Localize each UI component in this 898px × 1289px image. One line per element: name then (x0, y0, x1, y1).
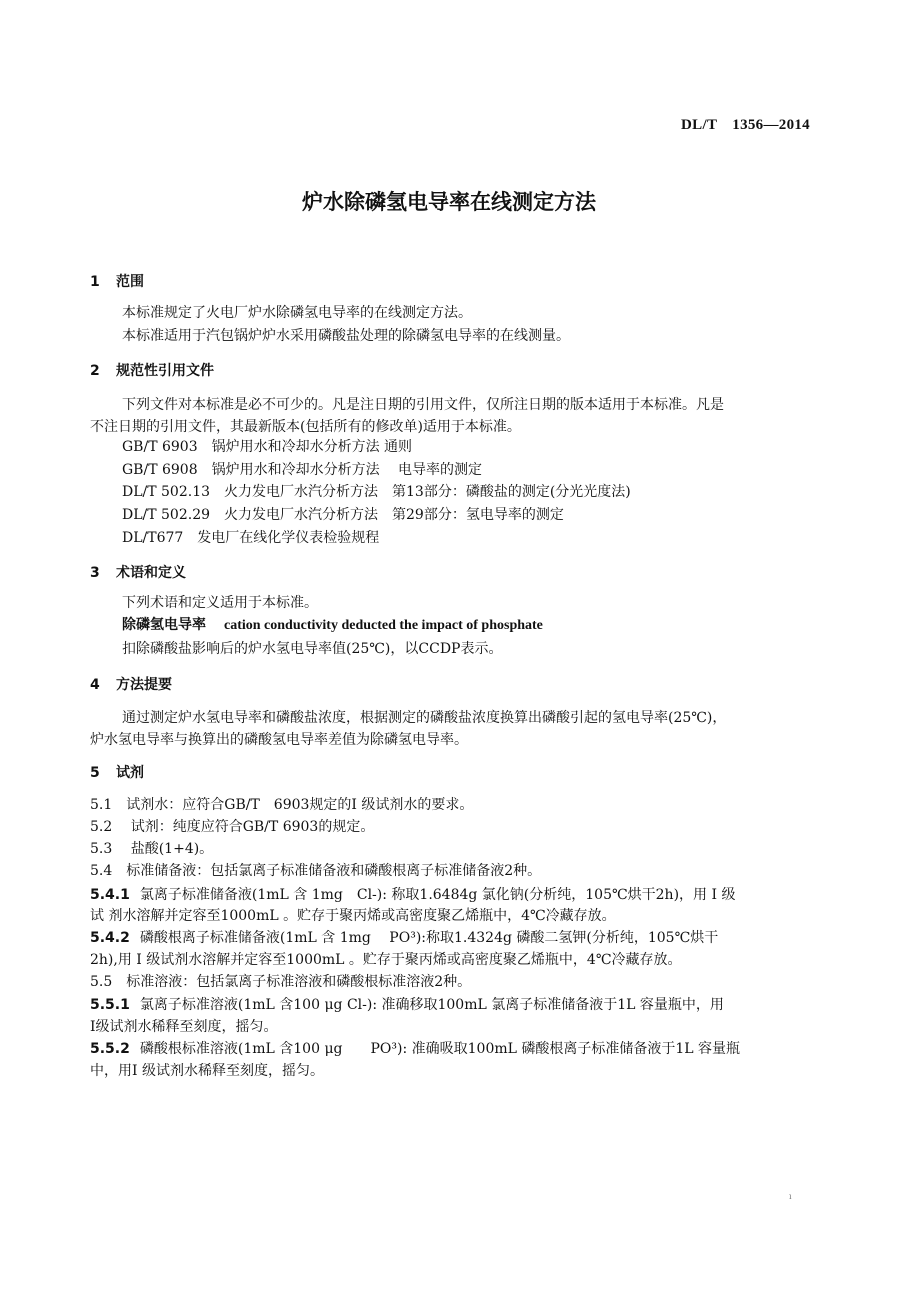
paragraph: 本标准适用于汽包锅炉炉水采用磷酸盐处理的除磷氢电导率的在线测量。 (122, 328, 570, 344)
clause-5-4-1 (90, 884, 814, 906)
clause-5-4-2-continued: 2h),用 Ⅰ 级试剂水溶解并定容至1000mL 。贮存于聚丙烯或高密度聚乙烯瓶中，4℃冷藏存放。 (90, 952, 682, 968)
document-title: 炉水除磷氢电导率在线测定方法 (302, 190, 596, 214)
clause-text: 磷酸根标准溶液(1mL 含100 μg PO³): 准确吸取100mL 磷酸根离子标准储备液于1L 容量瓶 (139, 1041, 741, 1057)
clause-5-2: 5.2 试剂：纯度应符合GB/T 6903的规定。 (90, 819, 375, 835)
section-number: 3 (90, 565, 100, 581)
term-definition: 扣除磷酸盐影响后的炉水氢电导率值(25℃)，以CCDP表示。 (122, 641, 503, 657)
paragraph: 下列文件对本标准是必不可少的。凡是注日期的引用文件，仅所注日期的版本适用于本标准。凡是 (122, 397, 724, 413)
clause-5-4-2 (90, 927, 814, 949)
section-5-heading (90, 762, 814, 784)
section-title: 试剂 (116, 765, 144, 781)
clause-5-3: 5.3 盐酸(1+4)。 (90, 841, 214, 857)
section-number: 5 (90, 765, 100, 781)
section-title: 规范性引用文件 (116, 363, 214, 379)
standard-code: DL/T 1356—2014 (681, 117, 810, 133)
term-chinese: 除磷氢电导率 (122, 617, 206, 633)
term-line (122, 614, 812, 637)
clause-5-4-1-continued: 试 剂水溶解并定容至1000mL 。贮存于聚丙烯或高密度聚乙烯瓶中，4℃冷藏存放。 (90, 908, 616, 924)
section-4-heading (90, 674, 814, 696)
page-mark: ı (789, 1192, 792, 1201)
section-3-heading (90, 562, 814, 584)
clause-5-4: 5.4 标准储备液：包括氯离子标准储备液和磷酸根离子标准储备液2种。 (90, 863, 542, 879)
clause-5-5-2-continued: 中，用Ⅰ 级试剂水稀释至刻度，摇匀。 (90, 1063, 324, 1079)
clause-number: 5.4.2 (90, 930, 130, 946)
section-1-heading (90, 271, 814, 293)
section-number: 1 (90, 274, 100, 290)
clause-number: 5.5.1 (90, 997, 130, 1013)
paragraph: 本标准规定了火电厂炉水除磷氢电导率的在线测定方法。 (122, 305, 472, 321)
paragraph-continued: 炉水氢电导率与换算出的磷酸氢电导率差值为除磷氢电导率。 (90, 732, 468, 748)
clause-text: 氯离子标准储备液(1mL 含 1mg Cl-): 称取1.6484g 氯化钠(分析纯，105℃烘干2h)，用 Ⅰ 级 (139, 887, 736, 903)
section-number: 2 (90, 363, 100, 379)
clause-5-5-1-continued: Ⅰ级试剂水稀释至刻度，摇匀。 (90, 1019, 278, 1035)
clause-text: 磷酸根离子标准储备液(1mL 含 1mg PO³):称取1.4324g 磷酸二氢钾(分析纯，105℃烘干 (139, 930, 719, 946)
paragraph: 下列术语和定义适用于本标准。 (122, 595, 318, 611)
section-number: 4 (90, 677, 100, 693)
term-english: cation conductivity deducted the impact of phosphate (224, 618, 543, 633)
reference-item: GB/T 6908 锅炉用水和冷却水分析方法 电导率的测定 (122, 462, 483, 478)
clause-number: 5.5.2 (90, 1041, 130, 1057)
reference-item: GB/T 6903 锅炉用水和冷却水分析方法 通则 (122, 439, 413, 455)
section-2-heading (90, 360, 814, 382)
clause-5-1: 5.1 试剂水：应符合GB/T 6903规定的Ⅰ 级试剂水的要求。 (90, 797, 474, 813)
section-title: 方法提要 (116, 677, 172, 693)
paragraph-continued: 不注日期的引用文件，其最新版本(包括所有的修改单)适用于本标准。 (90, 419, 521, 435)
clause-5-5: 5.5 标准溶液：包括氯离子标准溶液和磷酸根标准溶液2种。 (90, 974, 472, 990)
clause-5-5-2 (90, 1038, 814, 1060)
reference-item: DL/T 502.13 火力发电厂水汽分析方法 第13部分：磷酸盐的测定(分光光度法) (122, 484, 631, 500)
paragraph: 通过测定炉水氢电导率和磷酸盐浓度，根据测定的磷酸盐浓度换算出磷酸引起的氢电导率(25℃)， (122, 710, 727, 726)
section-title: 术语和定义 (116, 565, 186, 581)
clause-text: 氯离子标准溶液(1mL 含100 μg Cl-): 准确移取100mL 氯离子标准储备液于1L 容量瓶中，用 (139, 997, 724, 1013)
reference-item: DL/T677 发电厂在线化学仪表检验规程 (122, 530, 380, 546)
clause-5-5-1 (90, 994, 814, 1016)
section-title: 范围 (116, 274, 144, 290)
reference-item: DL/T 502.29 火力发电厂水汽分析方法 第29部分：氢电导率的测定 (122, 507, 564, 523)
clause-number: 5.4.1 (90, 887, 130, 903)
